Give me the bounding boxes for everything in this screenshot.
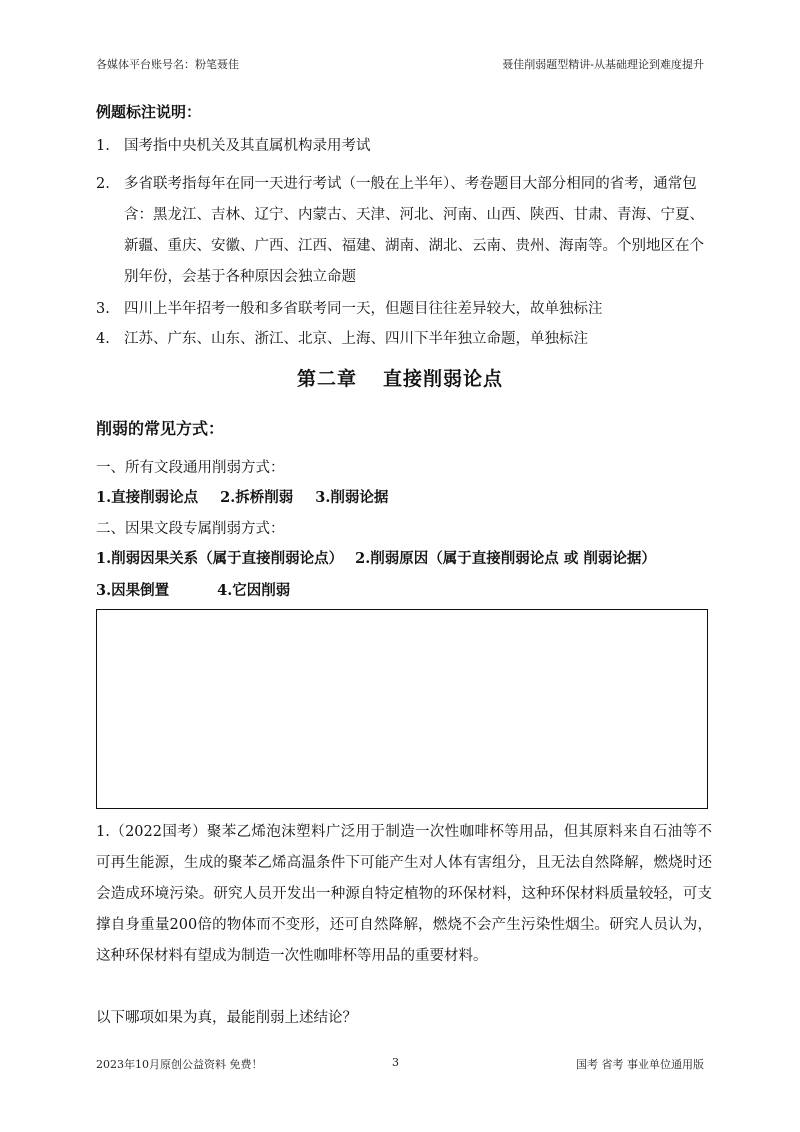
- general-methods-heading: 一、所有文段通用削弱方式：: [96, 460, 285, 476]
- list-item-number: 4.: [96, 331, 110, 347]
- notes-list: [96, 131, 708, 354]
- causal-method-item: 3.因果倒置: [96, 582, 170, 599]
- list-item: [96, 169, 708, 293]
- notes-title: 例题标注说明：: [96, 103, 202, 121]
- causal-method-item: 1.削弱因果关系（属于直接削弱论点）: [96, 550, 344, 567]
- header-account-name: 各媒体平台账号名：粉笔聂佳: [96, 58, 239, 71]
- list-item-text: 国考指中央机关及其直属机构录用考试: [124, 138, 371, 154]
- general-methods-list: [96, 486, 710, 507]
- causal-methods-list-row1: [96, 547, 710, 568]
- question-stem: 1.（2022国考）聚苯乙烯泡沫塑料广泛用于制造一次性咖啡杯等用品，但其原料来自石油等不可再生能源，生成的聚苯乙烯高温条件下可能产生对人体有害组分，且无法自然降解，燃烧时还会造成环境污染。研究人员开发出一种源自特定植物的环保材料，这种环保材料质量较轻，可支撑自身重量200倍的物体而不变形，还可自然降解，燃烧不会产生污染性烟尘。研究人员认为，这种环保材料有望成为制造一次性咖啡杯等用品的重要材料。: [96, 824, 712, 964]
- question-prompt: 以下哪项如果为真，最能削弱上述结论？: [96, 1010, 357, 1026]
- list-item-number: 3.: [96, 301, 110, 317]
- header-course-title: 聂佳削弱题型精讲-从基础理论到难度提升: [502, 58, 704, 71]
- chapter-title: 直接削弱论点: [383, 368, 504, 390]
- causal-methods-list-row2: [96, 579, 710, 600]
- general-method-item: 1.直接削弱论点: [96, 489, 199, 506]
- page-number: 3: [392, 1056, 399, 1069]
- footer-edition: 国考 省考 事业单位通用版: [576, 1058, 704, 1071]
- general-method-item: 2.拆桥削弱: [220, 489, 294, 506]
- list-item: [96, 294, 708, 324]
- list-item-number: 1.: [96, 138, 110, 154]
- notes-blank-box: [96, 609, 708, 809]
- list-item: [96, 324, 708, 354]
- list-item: [96, 131, 708, 161]
- list-item-text: 多省联考指每年在同一天进行考试（一般在上半年）、考卷题目大部分相同的省考，通常包含：黑龙江、吉林、辽宁、内蒙古、天津、河北、河南、山西、陕西、甘肃、青海、宁夏、新疆、重庆、安徽、广西、江西、福建、湖南、湖北、云南、贵州、海南等。个别地区在个别年份，会基于各种原因会独立命题: [124, 176, 704, 285]
- general-method-item: 3.削弱论据: [315, 489, 389, 506]
- causal-method-item: 4.它因削弱: [217, 582, 291, 599]
- footer-note: 2023年10月原创公益资料 免费！: [96, 1058, 263, 1071]
- list-item-text: 江苏、广东、山东、浙江、北京、上海、四川下半年独立命题，单独标注: [124, 331, 588, 347]
- chapter-number: 第二章: [296, 368, 357, 390]
- list-item-text: 四川上半年招考一般和多省联考同一天，但题目往往差异较大，故单独标注: [124, 301, 603, 317]
- chapter-heading: [0, 364, 800, 391]
- section-title: 削弱的常见方式：: [96, 419, 225, 438]
- causal-methods-heading: 二、因果文段专属削弱方式：: [96, 521, 285, 537]
- list-item-number: 2.: [96, 176, 110, 192]
- causal-method-item: 2.削弱原因（属于直接削弱论点 或 削弱论据）: [355, 550, 656, 567]
